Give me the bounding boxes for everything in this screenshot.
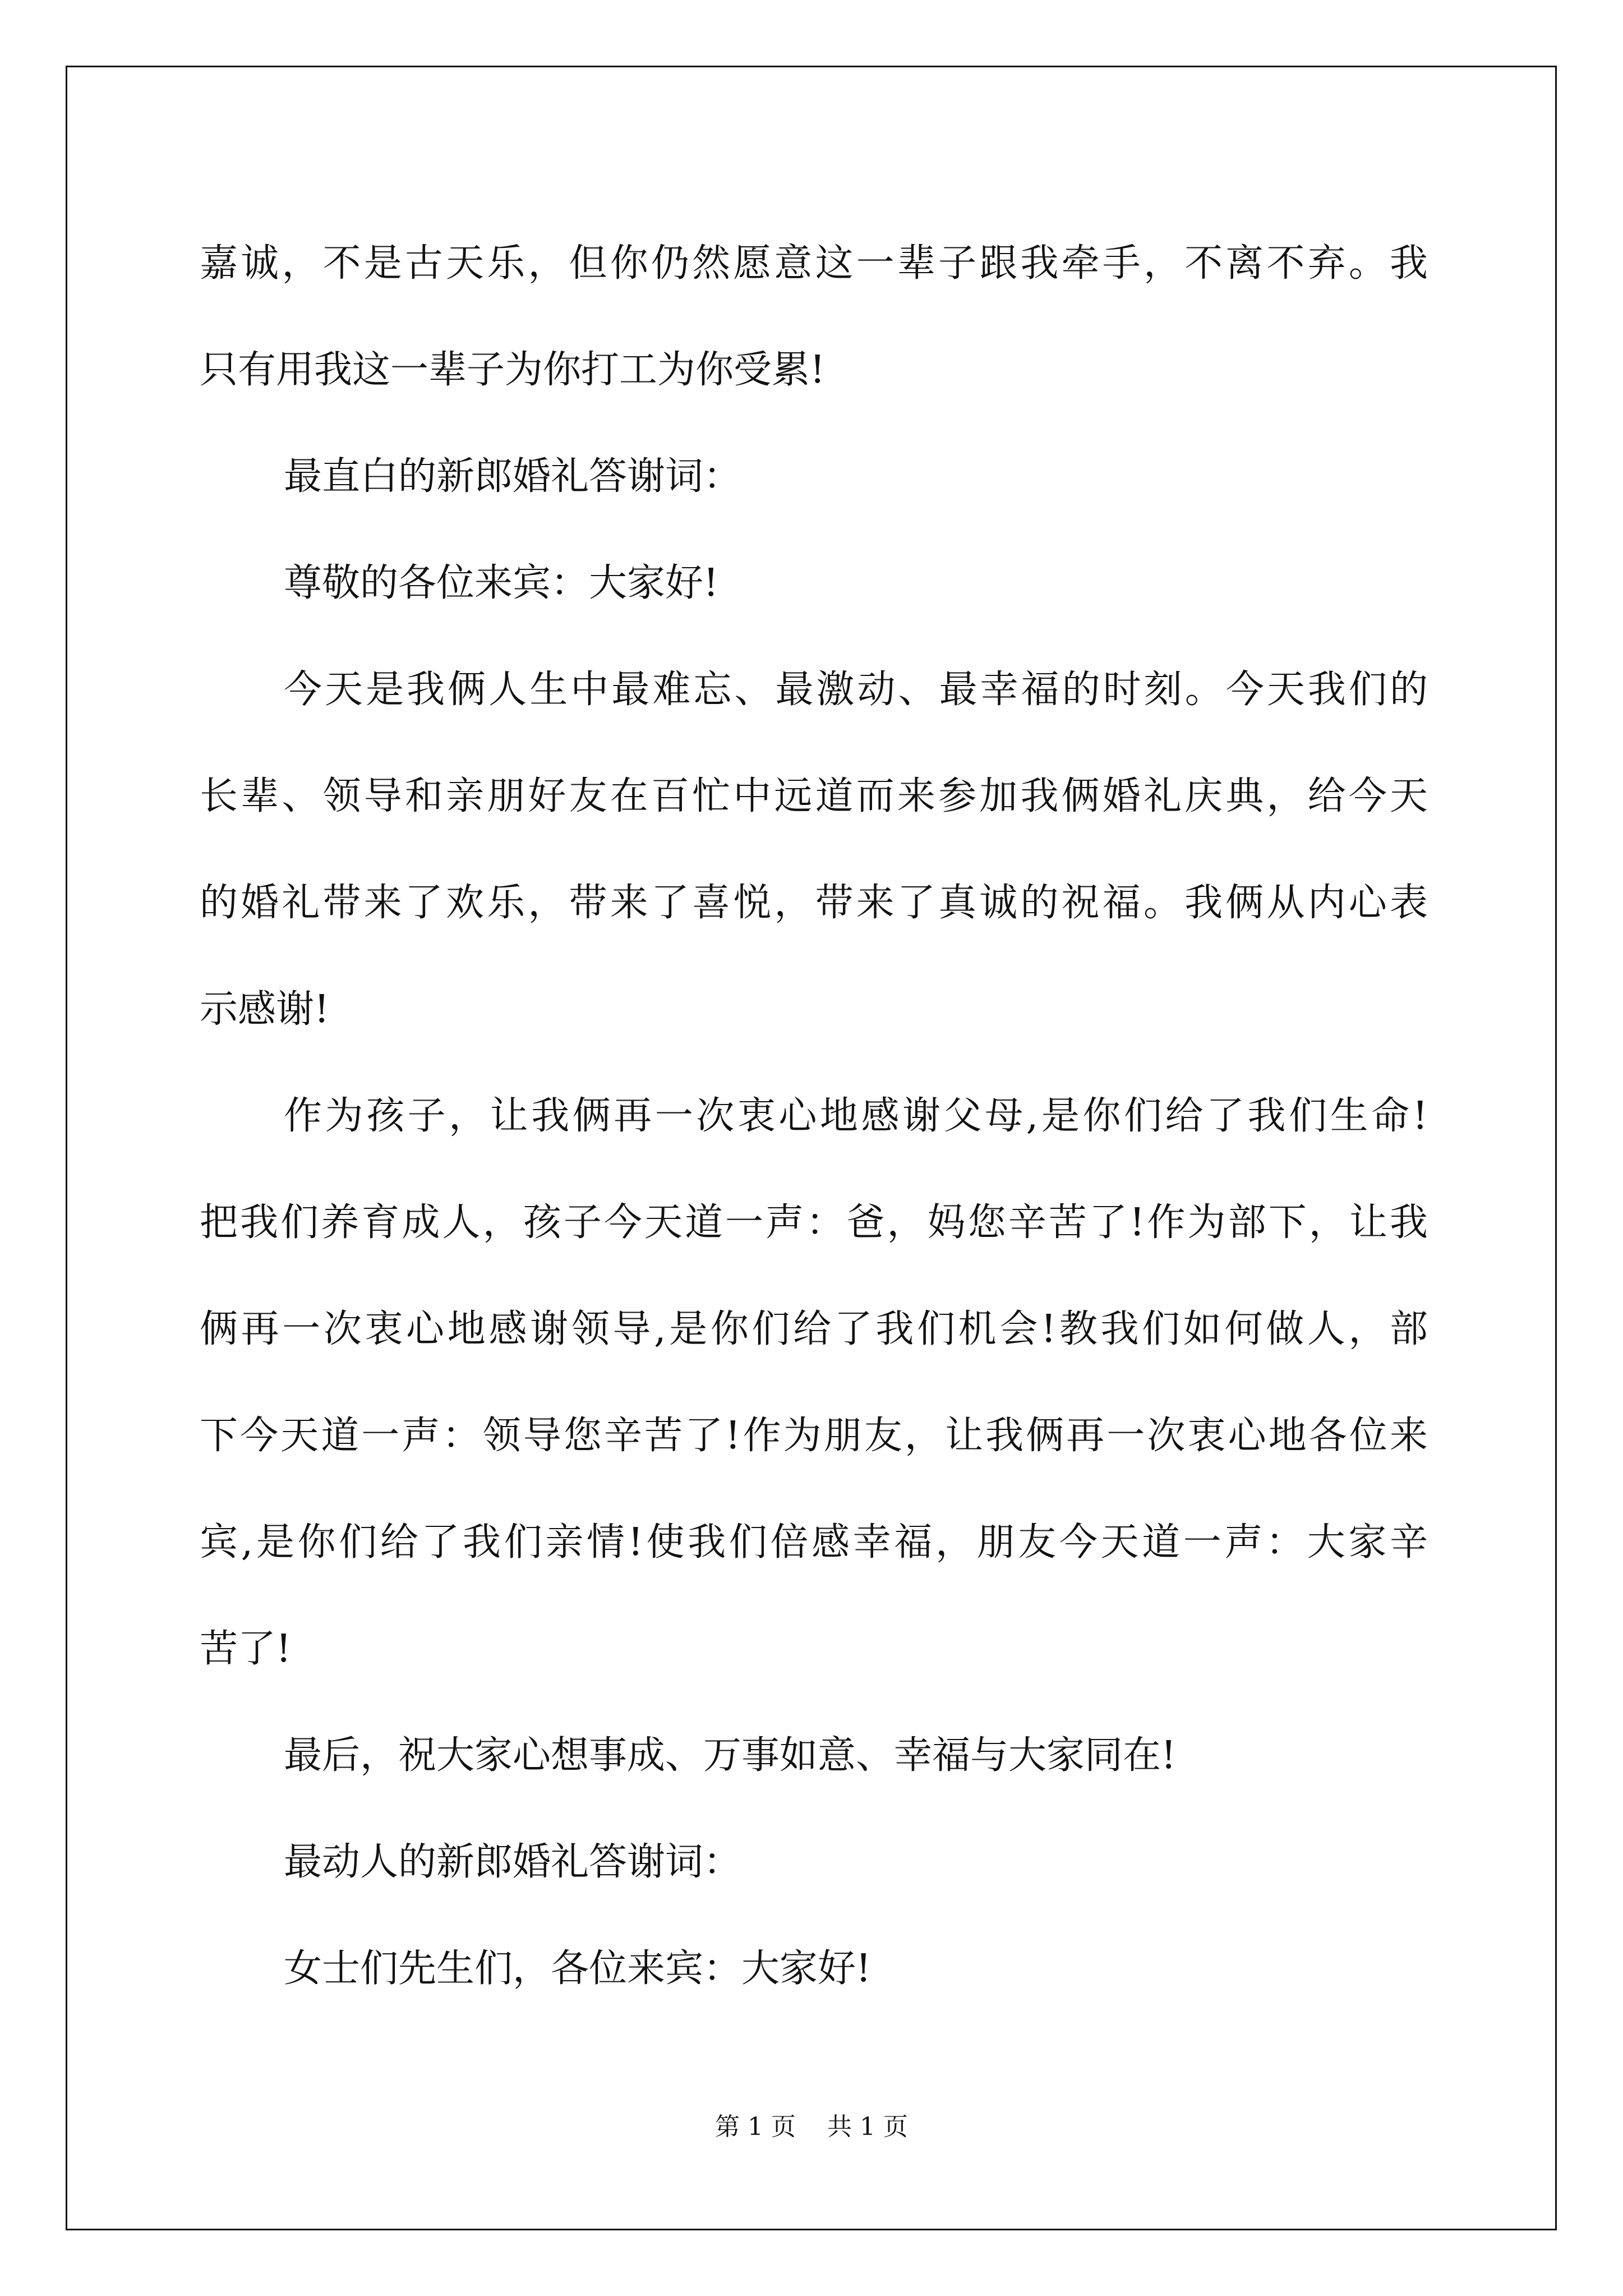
page-number-footer: 第 1 页 共 1 页 xyxy=(715,2113,908,2141)
paragraph-line: 下今天道一声：领导您辛苦了!作为朋友，让我俩再一次衷心地各位来 xyxy=(200,1414,1428,1458)
paragraph-line: 俩再一次衷心地感谢领导,是你们给了我们机会!教我们如何做人，部 xyxy=(200,1307,1428,1351)
paragraph-line: 的婚礼带来了欢乐，带来了喜悦，带来了真诚的祝福。我俩从内心表 xyxy=(200,881,1428,925)
section-heading: 最直白的新郎婚礼答谢词： xyxy=(284,454,742,499)
paragraph-line: 作为孩子，让我俩再一次衷心地感谢父母,是你们给了我们生命! xyxy=(284,1094,1428,1138)
paragraph-line: 长辈、领导和亲朋好友在百忙中远道而来参加我俩婚礼庆典，给今天 xyxy=(200,774,1428,818)
paragraph-line: 示感谢! xyxy=(200,987,330,1032)
salutation-line: 尊敬的各位来宾：大家好! xyxy=(284,561,719,605)
paragraph-line: 嘉诚，不是古天乐，但你仍然愿意这一辈子跟我牵手，不离不弃。我 xyxy=(200,241,1428,286)
document-body xyxy=(200,210,1428,2022)
paragraph-line: 最后，祝大家心想事成、万事如意、幸福与大家同在! xyxy=(284,1733,1177,1778)
salutation-line: 女士们先生们，各位来宾：大家好! xyxy=(284,1947,872,1991)
section-heading: 最动人的新郎婚礼答谢词： xyxy=(284,1840,742,1884)
paragraph-line: 今天是我俩人生中最难忘、最激动、最幸福的时刻。今天我们的 xyxy=(284,668,1428,712)
paragraph-line: 只有用我这一辈子为你打工为你受累! xyxy=(200,348,826,392)
paragraph-line: 苦了! xyxy=(200,1627,292,1671)
paragraph-line: 把我们养育成人，孩子今天道一声：爸，妈您辛苦了!作为部下，让我 xyxy=(200,1200,1428,1245)
paragraph-line: 宾,是你们给了我们亲情!使我们倍感幸福，朋友今天道一声：大家辛 xyxy=(200,1520,1428,1565)
